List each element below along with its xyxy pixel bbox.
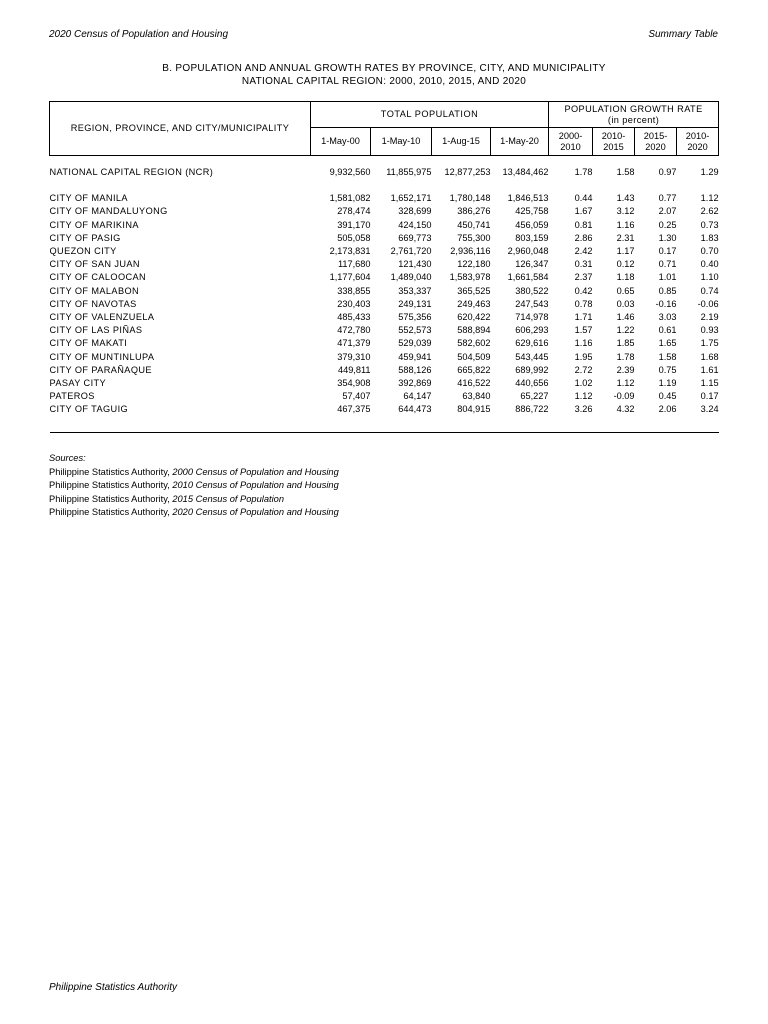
- table-row: [50, 364, 719, 377]
- cell-rate-2010-2015: 1.17: [616, 246, 635, 257]
- cell-rate-2010-2015: 1.18: [616, 272, 635, 283]
- cell-rate-2010-2020: 1.83: [700, 232, 719, 243]
- table-row: [50, 285, 719, 298]
- rate-period-end: 2015: [603, 141, 624, 152]
- cell-city-name: PASAY CITY: [49, 378, 107, 389]
- cell-pop-2015: 620,422: [457, 312, 491, 323]
- cell-pop-2015: 365,525: [457, 285, 491, 296]
- cell-pop-2010: 1,489,040: [390, 272, 432, 283]
- cell-city-name: CITY OF MALABON: [49, 285, 140, 296]
- table-row: [50, 403, 719, 416]
- source-agency: Philippine Statistics Authority,: [49, 466, 173, 477]
- table-row: [50, 324, 719, 337]
- cell-rate-2010-2020: 1.12: [700, 193, 719, 204]
- cell-rate-2010-2015: 1.16: [616, 219, 635, 230]
- table-row: [50, 351, 719, 364]
- region-total-row: [50, 166, 719, 179]
- cell-rate-2015-2020: 0.85: [658, 285, 677, 296]
- cell-pop-2010: 64,147: [403, 391, 432, 402]
- cell-pop-2010: 121,430: [398, 259, 432, 270]
- cell-pop-2000: 391,170: [337, 219, 371, 230]
- cell-pop-2010: 459,941: [398, 351, 432, 362]
- cell-pop-2020: 456,059: [515, 219, 549, 230]
- cell-rate-2010-2020: 0.40: [700, 259, 719, 270]
- table-bottom-rule: [50, 417, 719, 433]
- cell-rate-2010-2015: 2.39: [616, 364, 635, 375]
- source-item: [49, 479, 339, 493]
- cell-pop-2010: 392,869: [398, 378, 432, 389]
- cell-rate-2010-2015: 1.78: [616, 351, 635, 362]
- cell-rate-2000-2010: 1.71: [574, 312, 593, 323]
- cell-pop-2015: 582,602: [457, 338, 491, 349]
- cell-rate-2000-2010: 0.31: [574, 259, 593, 270]
- cell-pop-2010: 328,699: [398, 206, 432, 217]
- cell-rate-2015-2020: 0.97: [658, 167, 677, 177]
- col-header-pop-2010: 1-May-10: [371, 128, 432, 156]
- cell-pop-2000: 57,407: [342, 391, 371, 402]
- cell-pop-2000: 467,375: [337, 404, 371, 415]
- cell-pop-2020: 689,992: [515, 364, 549, 375]
- cell-pop-2010: 11,855,975: [386, 167, 432, 177]
- cell-city-name: CITY OF TAGUIG: [49, 404, 129, 415]
- table-row: [50, 245, 719, 258]
- cell-rate-2015-2020: 0.61: [658, 325, 677, 336]
- cell-pop-2000: 2,173,831: [329, 246, 371, 257]
- table-row: [50, 390, 719, 403]
- source-item: [49, 506, 339, 520]
- cell-city-name: CITY OF PARAÑAQUE: [49, 364, 152, 375]
- cell-pop-2015: 249,463: [457, 298, 491, 309]
- cell-rate-2000-2010: 2.42: [574, 246, 593, 257]
- col-header-pop-2020: 1-May-20: [491, 128, 549, 156]
- running-header-section: Summary Table: [648, 29, 718, 40]
- source-item: [49, 493, 339, 507]
- table-row: [50, 205, 719, 218]
- cell-pop-2020: 886,722: [515, 404, 549, 415]
- source-agency: Philippine Statistics Authority,: [49, 507, 173, 517]
- cell-region-name: NATIONAL CAPITAL REGION (NCR): [49, 167, 214, 177]
- cell-pop-2000: 471,379: [337, 338, 371, 349]
- cell-pop-2000: 338,855: [337, 285, 371, 296]
- cell-rate-2000-2010: 0.44: [574, 193, 593, 204]
- cell-city-name: CITY OF MANILA: [49, 193, 128, 204]
- cell-rate-2010-2015: -0.09: [613, 391, 635, 402]
- source-title: 2010 Census of Population and Housing: [172, 480, 339, 490]
- cell-rate-2015-2020: 2.07: [658, 206, 677, 217]
- cell-rate-2010-2020: 0.73: [700, 219, 719, 230]
- cell-pop-2010: 552,573: [398, 325, 432, 336]
- cell-rate-2000-2010: 1.12: [574, 391, 593, 402]
- cell-pop-2000: 379,310: [337, 351, 371, 362]
- cell-pop-2010: 1,652,171: [390, 193, 432, 204]
- population-table: [49, 101, 719, 433]
- cell-rate-2000-2010: 1.02: [574, 378, 593, 389]
- cell-rate-2010-2015: 4.32: [616, 404, 635, 415]
- cell-rate-2010-2020: 2.62: [700, 206, 719, 217]
- source-title: 2000 Census of Population and Housing: [172, 466, 339, 477]
- source-agency: Philippine Statistics Authority,: [49, 493, 173, 504]
- cell-pop-2000: 472,780: [337, 325, 371, 336]
- cell-pop-2015: 12,877,253: [444, 167, 491, 177]
- cell-pop-2010: 669,773: [398, 232, 432, 243]
- cell-rate-2015-2020: 1.01: [658, 272, 677, 283]
- cell-pop-2020: 606,293: [515, 325, 549, 336]
- cell-city-name: CITY OF LAS PIÑAS: [49, 325, 143, 336]
- cell-rate-2010-2020: 0.74: [700, 285, 719, 296]
- cell-rate-2010-2020: 0.17: [700, 391, 719, 402]
- cell-rate-2015-2020: -0.16: [655, 298, 677, 309]
- cell-rate-2010-2020: -0.06: [697, 298, 719, 309]
- cell-rate-2015-2020: 3.03: [658, 312, 677, 323]
- cell-rate-2000-2010: 2.37: [574, 272, 593, 283]
- cell-pop-2015: 2,936,116: [450, 246, 491, 257]
- cell-city-name: PATEROS: [49, 391, 95, 402]
- cell-rate-2015-2020: 0.25: [658, 219, 677, 230]
- cell-pop-2015: 755,300: [457, 232, 491, 243]
- cell-city-name: CITY OF PASIG: [49, 232, 121, 243]
- cell-pop-2010: 588,126: [398, 364, 432, 375]
- sources-block: [49, 452, 339, 520]
- col-header-rate-2010-2015: [593, 128, 635, 156]
- cell-pop-2000: 9,932,560: [329, 167, 371, 177]
- col-header-pop-2000: 1-May-00: [311, 128, 371, 156]
- cell-pop-2000: 278,474: [337, 206, 371, 217]
- cell-pop-2020: 440,656: [515, 378, 549, 389]
- cell-pop-2015: 665,822: [457, 364, 491, 375]
- cell-pop-2020: 425,758: [515, 206, 549, 217]
- cell-rate-2010-2020: 1.61: [700, 364, 719, 375]
- cell-rate-2010-2020: 2.19: [700, 312, 719, 323]
- cell-pop-2000: 485,433: [337, 312, 371, 323]
- cell-rate-2010-2020: 3.24: [700, 404, 719, 415]
- cell-pop-2000: 1,581,082: [329, 193, 371, 204]
- rate-period-end: 2020: [645, 141, 666, 152]
- cell-rate-2000-2010: 3.26: [574, 404, 593, 415]
- growth-rate-unit: (in percent): [607, 114, 660, 125]
- cell-rate-2010-2015: 0.65: [616, 285, 635, 296]
- cell-rate-2015-2020: 0.71: [658, 259, 677, 270]
- cell-rate-2000-2010: 1.16: [574, 338, 593, 349]
- rate-period-start: 2010-: [601, 130, 626, 141]
- cell-rate-2015-2020: 0.77: [658, 193, 677, 204]
- cell-pop-2010: 644,473: [398, 404, 432, 415]
- rate-period-start: 2015-: [643, 130, 668, 141]
- cell-pop-2000: 354,908: [337, 378, 371, 389]
- cell-city-name: CITY OF MUNTINLUPA: [49, 351, 155, 362]
- cell-rate-2000-2010: 2.86: [574, 232, 593, 243]
- cell-pop-2000: 505,058: [337, 232, 371, 243]
- table-body: [50, 156, 719, 433]
- cell-pop-2015: 1,583,978: [449, 272, 491, 283]
- cell-pop-2015: 804,915: [457, 404, 491, 415]
- cell-rate-2015-2020: 1.58: [658, 351, 677, 362]
- sources-list: [49, 466, 339, 520]
- running-header-title: 2020 Census of Population and Housing: [49, 29, 229, 40]
- table-row: [50, 377, 719, 390]
- cell-rate-2010-2015: 0.03: [616, 298, 635, 309]
- cell-pop-2015: 386,276: [457, 206, 491, 217]
- cell-pop-2020: 380,522: [515, 285, 549, 296]
- sources-heading: Sources:: [49, 453, 86, 463]
- table-row: [50, 232, 719, 245]
- cell-pop-2000: 449,811: [337, 364, 371, 375]
- table-row: [50, 311, 719, 324]
- source-title: 2020 Census of Population and Housing: [172, 507, 339, 517]
- cell-pop-2010: 249,131: [398, 298, 432, 309]
- table-row: [50, 192, 719, 205]
- cell-pop-2020: 629,616: [515, 338, 549, 349]
- cell-pop-2015: 504,509: [457, 351, 491, 362]
- cell-rate-2010-2015: 3.12: [616, 206, 635, 217]
- cell-rate-2010-2015: 2.31: [616, 232, 635, 243]
- cell-pop-2010: 2,761,720: [390, 246, 432, 257]
- cell-rate-2000-2010: 1.57: [574, 325, 593, 336]
- col-header-region: REGION, PROVINCE, AND CITY/MUNICIPALITY: [50, 102, 311, 156]
- cell-pop-2010: 575,356: [398, 312, 432, 323]
- cell-rate-2010-2020: 0.70: [700, 246, 719, 257]
- cell-rate-2010-2020: 1.10: [700, 272, 719, 283]
- col-header-rate-2015-2020: [635, 128, 677, 156]
- col-header-rate-2010-2020: [677, 128, 719, 156]
- cell-city-name: CITY OF MAKATI: [49, 338, 128, 349]
- cell-rate-2010-2020: 0.93: [700, 325, 719, 336]
- cell-pop-2020: 543,445: [515, 351, 549, 362]
- cell-city-name: CITY OF VALENZUELA: [49, 312, 155, 323]
- page-footer: Philippine Statistics Authority: [49, 982, 178, 993]
- rate-period-start: 2010-: [685, 130, 710, 141]
- cell-pop-2015: 63,840: [462, 391, 491, 402]
- growth-rate-label: POPULATION GROWTH RATE: [564, 103, 703, 114]
- rate-period-start: 2000-: [558, 130, 583, 141]
- cell-rate-2010-2020: 1.75: [700, 338, 719, 349]
- spacer-row: [50, 156, 719, 167]
- cell-city-name: CITY OF MANDALUYONG: [49, 206, 168, 217]
- cell-pop-2020: 714,978: [515, 312, 549, 323]
- rate-period-end: 2010: [560, 141, 581, 152]
- source-title: 2015 Census of Population: [172, 493, 284, 504]
- cell-city-name: QUEZON CITY: [49, 246, 117, 257]
- cell-city-name: CITY OF SAN JUAN: [49, 259, 140, 270]
- cell-rate-2000-2010: 0.81: [574, 219, 593, 230]
- cell-rate-2010-2020: 1.15: [700, 378, 719, 389]
- cell-rate-2010-2015: 1.12: [616, 378, 635, 389]
- cell-rate-2010-2015: 1.46: [616, 312, 635, 323]
- cell-rate-2000-2010: 2.72: [574, 364, 593, 375]
- rate-period-end: 2020: [687, 141, 708, 152]
- source-agency: Philippine Statistics Authority,: [49, 480, 173, 490]
- cell-pop-2015: 1,780,148: [449, 193, 491, 204]
- spacer-row: [50, 179, 719, 192]
- cell-pop-2020: 1,661,584: [507, 272, 549, 283]
- cell-rate-2015-2020: 0.75: [658, 364, 677, 375]
- cell-city-name: CITY OF MARIKINA: [49, 219, 139, 230]
- cell-pop-2015: 588,894: [457, 325, 491, 336]
- cell-rate-2010-2015: 1.43: [616, 193, 635, 204]
- cell-pop-2000: 1,177,604: [329, 272, 371, 283]
- col-group-growth-rate: [549, 102, 719, 128]
- cell-pop-2020: 803,159: [515, 232, 549, 243]
- cell-city-name: CITY OF NAVOTAS: [49, 298, 137, 309]
- cell-pop-2015: 122,180: [457, 259, 491, 270]
- cell-pop-2010: 529,039: [398, 338, 432, 349]
- cell-rate-2000-2010: 0.78: [574, 298, 593, 309]
- cell-rate-2010-2020: 1.29: [700, 167, 719, 177]
- cell-rate-2000-2010: 1.67: [574, 206, 593, 217]
- cell-rate-2015-2020: 1.65: [658, 338, 677, 349]
- cell-pop-2020: 65,227: [520, 391, 549, 402]
- cell-rate-2000-2010: 1.95: [574, 351, 593, 362]
- table-subtitle: NATIONAL CAPITAL REGION: 2000, 2010, 2015, AND 2020: [241, 76, 527, 87]
- cell-pop-2020: 247,543: [515, 298, 549, 309]
- cell-rate-2010-2015: 1.58: [616, 167, 635, 177]
- table-row: [50, 298, 719, 311]
- cell-rate-2010-2015: 0.12: [616, 259, 635, 270]
- cell-pop-2000: 117,680: [337, 259, 371, 270]
- cell-pop-2010: 353,337: [398, 285, 432, 296]
- cell-rate-2010-2015: 1.22: [616, 325, 635, 336]
- cell-pop-2020: 13,484,462: [502, 167, 549, 177]
- cell-pop-2020: 1,846,513: [507, 193, 549, 204]
- table-row: [50, 219, 719, 232]
- cell-pop-2020: 2,960,048: [507, 246, 549, 257]
- table-row: [50, 337, 719, 350]
- col-header-pop-2015: 1-Aug-15: [432, 128, 491, 156]
- cell-rate-2015-2020: 2.06: [658, 404, 677, 415]
- cell-rate-2015-2020: 0.45: [658, 391, 677, 402]
- col-header-rate-2000-2010: [549, 128, 593, 156]
- cell-pop-2010: 424,150: [398, 219, 432, 230]
- cell-rate-2010-2020: 1.68: [700, 351, 719, 362]
- cell-city-name: CITY OF CALOOCAN: [49, 272, 147, 283]
- source-item: [49, 466, 339, 480]
- table-title: B. POPULATION AND ANNUAL GROWTH RATES BY PROVINCE, CITY, AND MUNICIPALITY: [162, 63, 606, 74]
- cell-pop-2015: 416,522: [457, 378, 491, 389]
- cell-pop-2020: 126,347: [515, 259, 549, 270]
- cell-pop-2015: 450,741: [457, 219, 491, 230]
- cell-rate-2015-2020: 1.19: [658, 378, 677, 389]
- cell-rate-2010-2015: 1.85: [616, 338, 635, 349]
- cell-rate-2015-2020: 1.30: [658, 232, 677, 243]
- table-row: [50, 258, 719, 271]
- cell-rate-2015-2020: 0.17: [658, 246, 677, 257]
- cell-rate-2000-2010: 0.42: [574, 285, 593, 296]
- cell-pop-2000: 230,403: [337, 298, 371, 309]
- cell-rate-2000-2010: 1.78: [574, 167, 593, 177]
- table-row: [50, 271, 719, 284]
- col-group-total-population: TOTAL POPULATION: [311, 102, 549, 128]
